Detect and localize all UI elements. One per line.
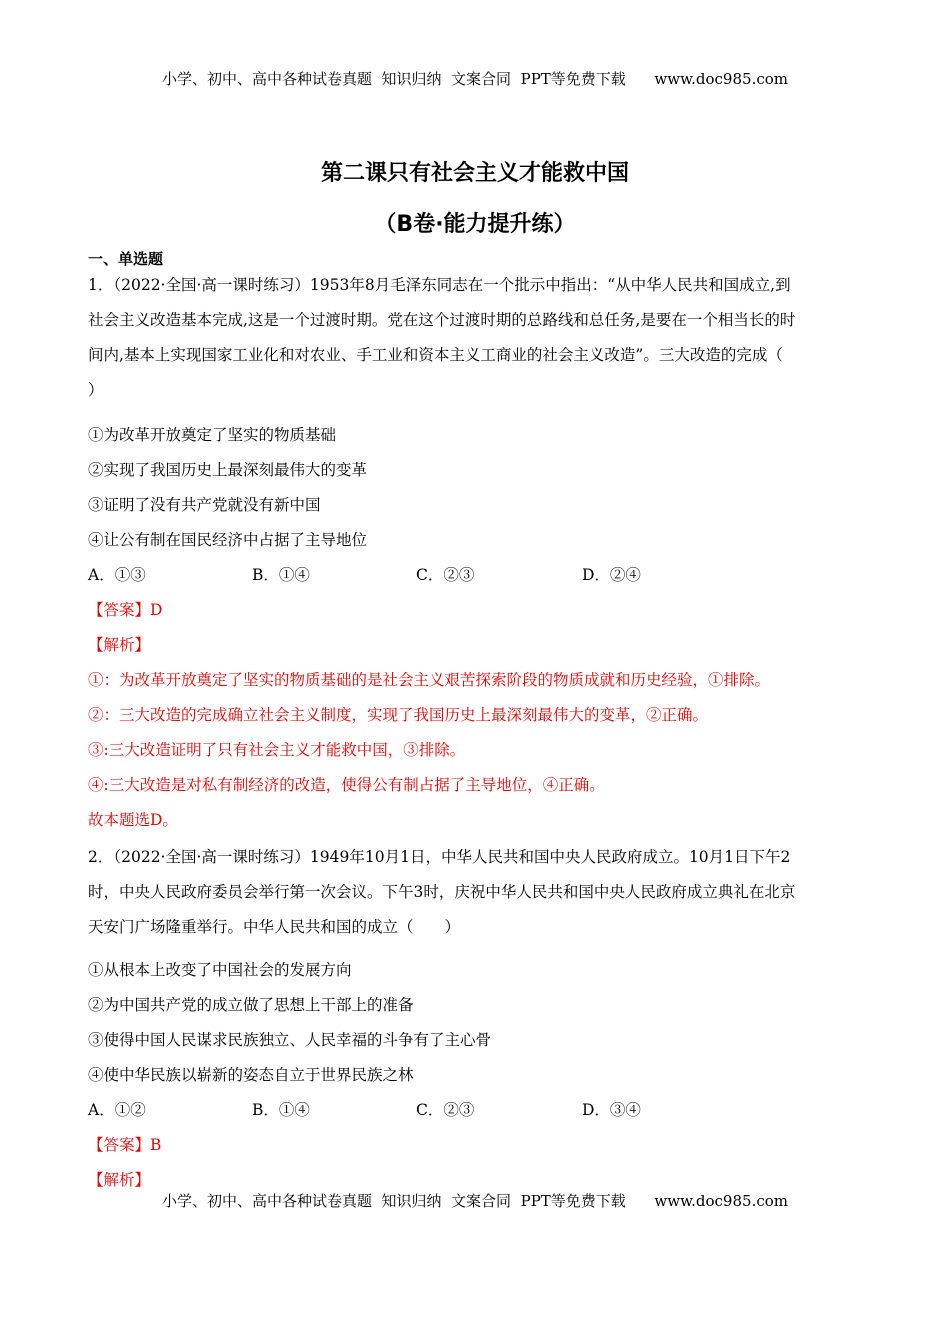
q2-option-d: D．③④ bbox=[582, 1101, 641, 1119]
q1-analysis-line: ③:三大改造证明了只有社会主义才能救中国，③排除。 bbox=[88, 741, 466, 759]
page-subtitle: （B卷·能力提升练） bbox=[374, 212, 576, 237]
q2-stem-line: 天安门广场隆重举行。中华人民共和国的成立（ ） bbox=[88, 918, 461, 936]
q2-stem-line: 时，中央人民政府委员会举行第一次会议。下午3时，庆祝中华人民共和国中央人民政府成立典礼在北京 bbox=[88, 883, 796, 901]
q1-item: ②实现了我国历史上最深刻最伟大的变革 bbox=[88, 461, 368, 479]
q1-stem-line: 1．（2022·全国·高一课时练习）1953年8月毛泽东同志在一个批示中指出：“从中华人民共和国成立,到 bbox=[88, 276, 791, 294]
q1-item: ①为改革开放奠定了坚实的物质基础 bbox=[88, 426, 337, 444]
q2-item: ④使中华民族以崭新的姿态自立于世界民族之林 bbox=[88, 1066, 414, 1084]
section-heading: 一、单选题 bbox=[88, 250, 164, 268]
q2-item: ③使得中国人民谋求民族独立、人民幸福的斗争有了主心骨 bbox=[88, 1031, 492, 1049]
q1-analysis-label: 【解析】 bbox=[88, 636, 151, 654]
q1-stem-line: 社会主义改造基本完成,这是一个过渡时期。党在这个过渡时期的总路线和总任务,是要在一个相当长的时 bbox=[88, 311, 796, 329]
q2-option-b: B．①④ bbox=[252, 1101, 310, 1119]
q1-analysis-line: ②：三大改造的完成确立社会主义制度，实现了我国历史上最深刻最伟大的变革，②正确。 bbox=[88, 706, 709, 724]
q1-analysis-line: ①：为改革开放奠定了坚实的物质基础的是社会主义艰苦探索阶段的物质成就和历史经验，①排除。 bbox=[88, 671, 771, 689]
q1-item: ③证明了没有共产党就没有新中国 bbox=[88, 496, 321, 514]
q1-stem-line: ） bbox=[88, 381, 104, 399]
q2-analysis-label: 【解析】 bbox=[88, 1171, 151, 1189]
q1-answer: 【答案】D bbox=[88, 601, 163, 619]
q1-item: ④让公有制在国民经济中占据了主导地位 bbox=[88, 531, 368, 549]
page-title: 第二课只有社会主义才能救中国 bbox=[320, 161, 629, 186]
page-header: 小学、初中、高中各种试卷真题 知识归纳 文案合同 PPT等免费下载 www.doc985.com bbox=[161, 70, 788, 88]
page-footer: 小学、初中、高中各种试卷真题 知识归纳 文案合同 PPT等免费下载 www.doc985.com bbox=[161, 1192, 788, 1210]
q1-analysis-line: ④:三大改造是对私有制经济的改造，使得公有制占据了主导地位，④正确。 bbox=[88, 776, 605, 794]
q2-item: ①从根本上改变了中国社会的发展方向 bbox=[88, 961, 352, 979]
q1-option-d: D．②④ bbox=[582, 566, 641, 584]
q2-item: ②为中国共产党的成立做了思想上干部上的准备 bbox=[88, 996, 414, 1014]
q1-option-b: B．①④ bbox=[252, 566, 310, 584]
q1-stem-line: 间内,基本上实现国家工业化和对农业、手工业和资本主义工商业的社会主义改造”。三大改造的完成（ bbox=[88, 346, 783, 364]
q2-option-c: C．②③ bbox=[416, 1101, 475, 1119]
q1-option-c: C．②③ bbox=[416, 566, 475, 584]
q2-answer: 【答案】B bbox=[88, 1136, 162, 1154]
q2-option-a: A．①② bbox=[88, 1101, 146, 1119]
q2-stem-line: 2．（2022·全国·高一课时练习）1949年10月1日，中华人民共和国中央人民政府成立。10月1日下午2 bbox=[88, 848, 791, 866]
q1-conclusion: 故本题选D。 bbox=[88, 811, 178, 829]
q1-option-a: A．①③ bbox=[88, 566, 146, 584]
